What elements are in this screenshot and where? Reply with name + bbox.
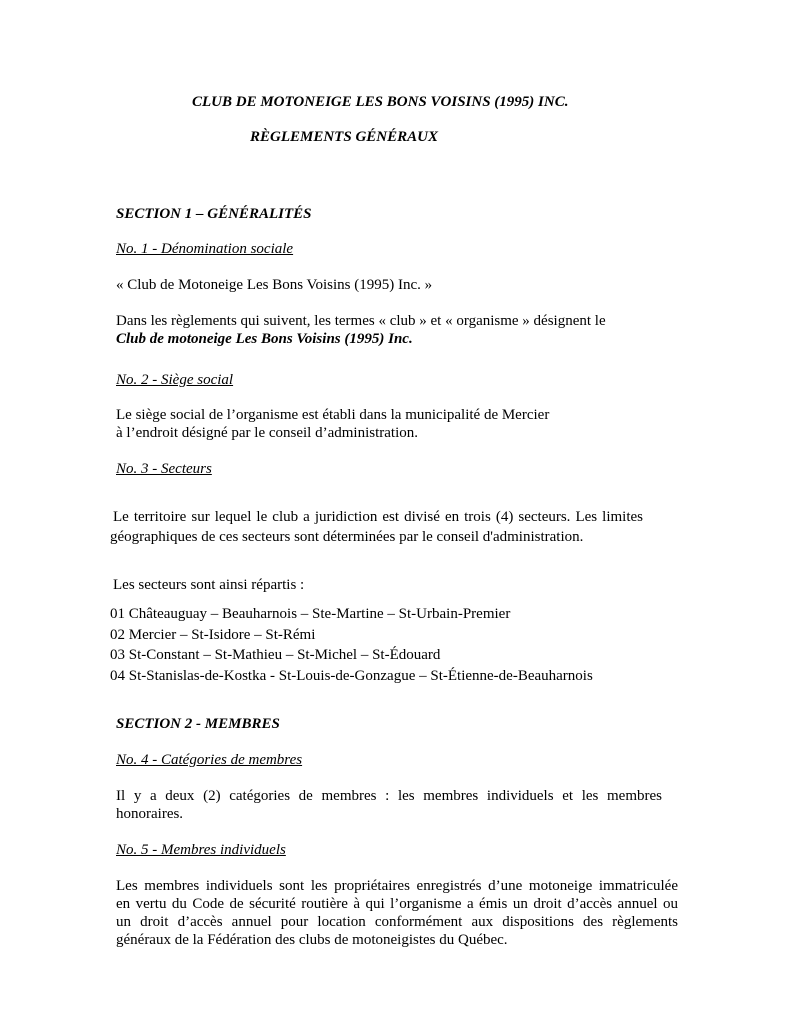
article-5-line: en vertu du Code de sécurité routière à qui l’organisme a émis un droit d’accès annuel ou (116, 896, 678, 912)
article-3-heading: No. 3 - Secteurs (116, 461, 212, 477)
article-2-heading: No. 2 - Siège social (116, 372, 234, 388)
sectors-intro: Les secteurs sont ainsi répartis : (113, 577, 305, 593)
article-2-line-2: à l’endroit désigné par le conseil d’administration. (116, 425, 418, 441)
document-subtitle: RÈGLEMENTS GÉNÉRAUX (250, 129, 438, 145)
article-5-line: Les membres individuels sont les propriétaires enregistrés d’une motoneige immatriculée (116, 878, 678, 894)
section-1-heading: SECTION 1 – GÉNÉRALITÉS (116, 206, 312, 222)
article-1-heading: No. 1 - Dénomination sociale (116, 241, 294, 257)
article-3-line-2: géographiques de ces secteurs sont déterminées par le conseil d'administration. (110, 529, 584, 545)
article-1-paragraph-line-1: Dans les règlements qui suivent, les termes « club » et « organisme » désignent le (116, 313, 606, 329)
article-2-line-1: Le siège social de l’organisme est établi dans la municipalité de Mercier (116, 407, 550, 423)
document-title: CLUB DE MOTONEIGE LES BONS VOISINS (1995) INC. (192, 94, 569, 110)
article-4-heading: No. 4 - Catégories de membres (116, 752, 303, 768)
article-5-line: généraux de la Fédération des clubs de motoneigistes du Québec. (116, 932, 508, 948)
article-5-heading: No. 5 - Membres individuels (116, 842, 286, 858)
sector-item: 03 St-Constant – St-Mathieu – St-Michel – St-Édouard (110, 647, 441, 663)
article-1-quote: « Club de Motoneige Les Bons Voisins (1995) Inc. » (116, 277, 433, 293)
sector-item: 02 Mercier – St-Isidore – St-Rémi (110, 627, 316, 643)
sector-item: 01 Châteauguay – Beauharnois – Ste-Martine – St-Urbain-Premier (110, 606, 511, 622)
section-2-heading: SECTION 2 - MEMBRES (116, 716, 280, 732)
article-1-paragraph-line-2: Club de motoneige Les Bons Voisins (1995) Inc. (116, 331, 413, 347)
sector-item: 04 St-Stanislas-de-Kostka - St-Louis-de-Gonzague – St-Étienne-de-Beauharnois (110, 668, 593, 684)
article-5-line: un droit d’accès annuel pour location conformément aux dispositions des règlements (116, 914, 678, 930)
article-3-line-1: Le territoire sur lequel le club a juridiction est divisé en trois (4) secteurs. Les limites (113, 509, 643, 525)
article-4-line-2: honoraires. (116, 806, 184, 822)
article-4-line-1: Il y a deux (2) catégories de membres : les membres individuels et les membres (116, 788, 662, 804)
